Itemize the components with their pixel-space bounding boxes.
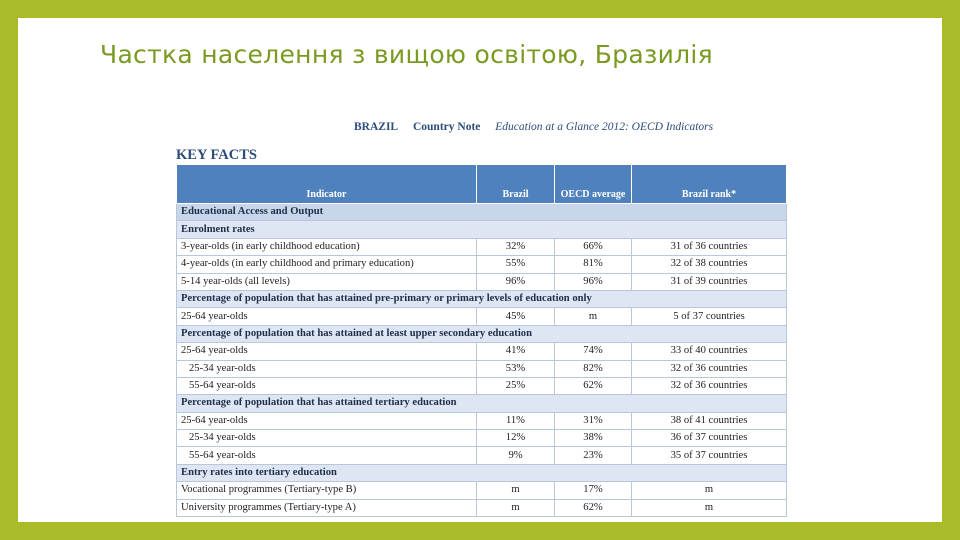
group-row bbox=[177, 221, 787, 238]
rank-cell: m bbox=[632, 482, 787, 499]
slide bbox=[18, 18, 942, 522]
rank-cell: 32 of 38 countries bbox=[632, 256, 787, 273]
rank-cell: 31 of 36 countries bbox=[632, 238, 787, 255]
brazil-cell: m bbox=[477, 499, 555, 516]
table-row bbox=[177, 273, 787, 290]
brazil-cell: 25% bbox=[477, 377, 555, 394]
brazil-cell: 45% bbox=[477, 308, 555, 325]
oecd-cell: 62% bbox=[555, 377, 632, 394]
rank-cell: 32 of 36 countries bbox=[632, 360, 787, 377]
group-title: Entry rates into tertiary education bbox=[177, 464, 787, 481]
rank-cell: 33 of 40 countries bbox=[632, 343, 787, 360]
oecd-cell: 23% bbox=[555, 447, 632, 464]
oecd-cell: 74% bbox=[555, 343, 632, 360]
indicator-cell: 55-64 year-olds bbox=[177, 447, 477, 464]
doc-publication: Education at a Glance 2012: OECD Indicators bbox=[495, 121, 714, 133]
oecd-cell: 62% bbox=[555, 499, 632, 516]
group-row bbox=[177, 290, 787, 307]
oecd-cell: m bbox=[555, 308, 632, 325]
column-header: Indicator bbox=[177, 165, 477, 204]
brazil-cell: 9% bbox=[477, 447, 555, 464]
table-row bbox=[177, 430, 787, 447]
column-header: Brazil rank* bbox=[632, 165, 787, 204]
key-facts-title: KEY FACTS bbox=[176, 147, 257, 163]
indicator-cell: 25-34 year-olds bbox=[177, 360, 477, 377]
indicator-cell: 4-year-olds (in early childhood and primary education) bbox=[177, 256, 477, 273]
section-row bbox=[177, 204, 787, 221]
table-row bbox=[177, 499, 787, 516]
group-row bbox=[177, 395, 787, 412]
group-title: Percentage of population that has attained at least upper secondary education bbox=[177, 325, 787, 342]
oecd-cell: 66% bbox=[555, 238, 632, 255]
brazil-cell: 96% bbox=[477, 273, 555, 290]
indicator-cell: 25-34 year-olds bbox=[177, 430, 477, 447]
key-facts-table bbox=[176, 164, 787, 517]
section-title: Educational Access and Output bbox=[177, 204, 787, 221]
oecd-cell: 38% bbox=[555, 430, 632, 447]
table-row bbox=[177, 308, 787, 325]
group-title: Percentage of population that has attained tertiary education bbox=[177, 395, 787, 412]
indicator-cell: 5-14 year-olds (all levels) bbox=[177, 273, 477, 290]
brazil-cell: 32% bbox=[477, 238, 555, 255]
table-row bbox=[177, 377, 787, 394]
brazil-cell: m bbox=[477, 482, 555, 499]
oecd-cell: 31% bbox=[555, 412, 632, 429]
doc-note-label: Country Note bbox=[412, 121, 481, 133]
indicator-cell: 25-64 year-olds bbox=[177, 308, 477, 325]
indicator-cell: University programmes (Tertiary-type A) bbox=[177, 499, 477, 516]
rank-cell: m bbox=[632, 499, 787, 516]
brazil-cell: 41% bbox=[477, 343, 555, 360]
slide-title: Частка населення з вищою освітою, Бразилія bbox=[100, 40, 713, 69]
table-row bbox=[177, 482, 787, 499]
brazil-cell: 53% bbox=[477, 360, 555, 377]
oecd-cell: 81% bbox=[555, 256, 632, 273]
rank-cell: 38 of 41 countries bbox=[632, 412, 787, 429]
rank-cell: 32 of 36 countries bbox=[632, 377, 787, 394]
rank-cell: 31 of 39 countries bbox=[632, 273, 787, 290]
table-row bbox=[177, 256, 787, 273]
oecd-cell: 17% bbox=[555, 482, 632, 499]
brazil-cell: 12% bbox=[477, 430, 555, 447]
table-row bbox=[177, 412, 787, 429]
group-row bbox=[177, 464, 787, 481]
table-row bbox=[177, 238, 787, 255]
doc-header bbox=[354, 121, 713, 133]
table-row bbox=[177, 343, 787, 360]
indicator-cell: 25-64 year-olds bbox=[177, 412, 477, 429]
rank-cell: 35 of 37 countries bbox=[632, 447, 787, 464]
indicator-cell: Vocational programmes (Tertiary-type B) bbox=[177, 482, 477, 499]
indicator-cell: 3-year-olds (in early childhood education) bbox=[177, 238, 477, 255]
oecd-cell: 82% bbox=[555, 360, 632, 377]
column-header: Brazil bbox=[477, 165, 555, 204]
brazil-cell: 11% bbox=[477, 412, 555, 429]
indicator-cell: 25-64 year-olds bbox=[177, 343, 477, 360]
table-row bbox=[177, 447, 787, 464]
table-header-row bbox=[177, 165, 787, 204]
group-title: Enrolment rates bbox=[177, 221, 787, 238]
rank-cell: 5 of 37 countries bbox=[632, 308, 787, 325]
indicator-cell: 55-64 year-olds bbox=[177, 377, 477, 394]
group-row bbox=[177, 325, 787, 342]
brazil-cell: 55% bbox=[477, 256, 555, 273]
column-header: OECD average bbox=[555, 165, 632, 204]
table-row bbox=[177, 360, 787, 377]
group-title: Percentage of population that has attained pre-primary or primary levels of education only bbox=[177, 290, 787, 307]
rank-cell: 36 of 37 countries bbox=[632, 430, 787, 447]
oecd-cell: 96% bbox=[555, 273, 632, 290]
doc-country: BRAZIL bbox=[354, 121, 399, 133]
